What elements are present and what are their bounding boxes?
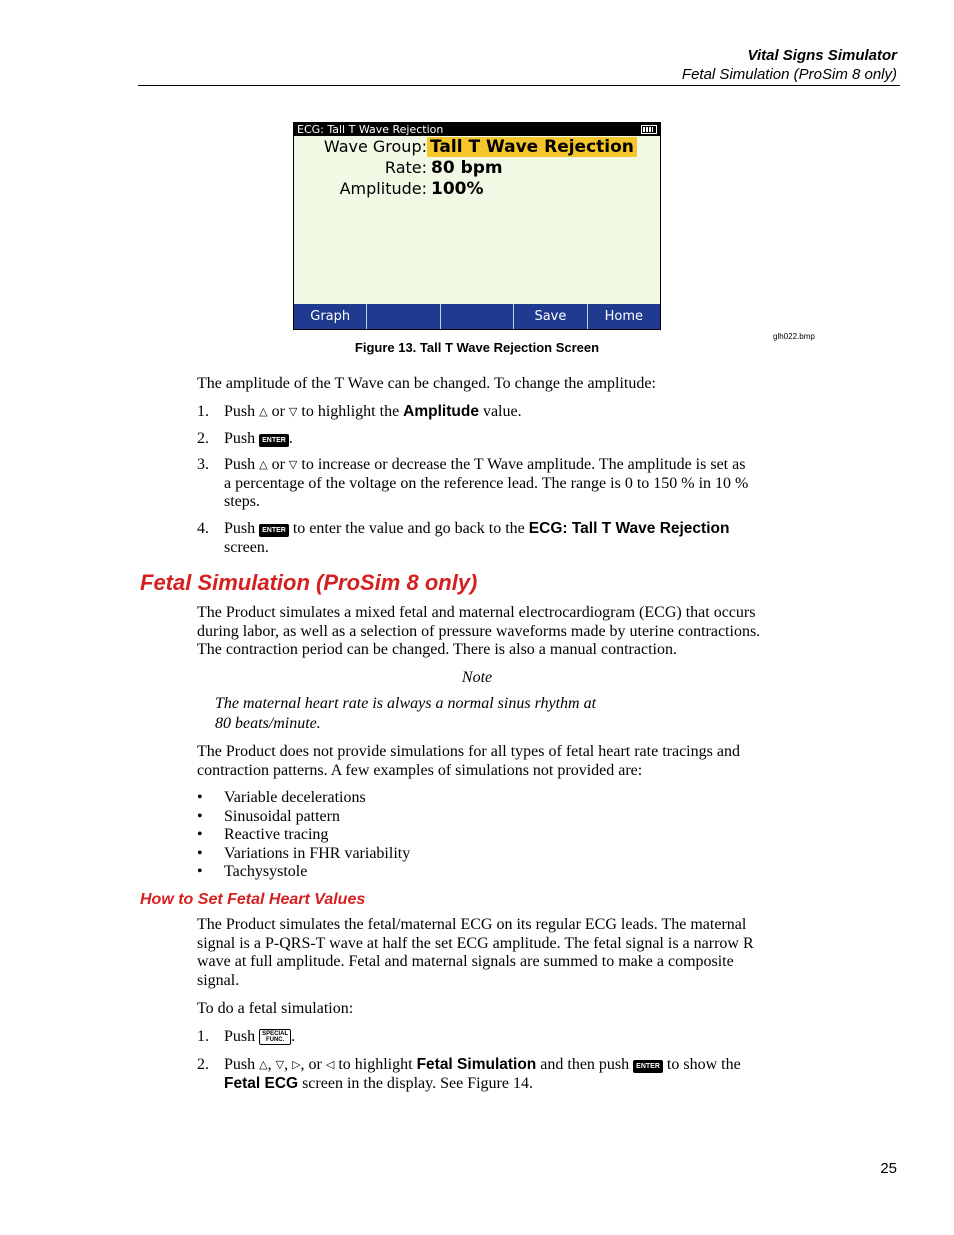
- amplitude-step-3: Push △ or ▽ to increase or decrease the T Wave amplitude. The amplitude is set as a percentage of the voltage on the reference lead. The range is 0 to 150 % in 10 % steps.: [224, 456, 749, 511]
- intro-paragraph: The amplitude of the T Wave can be changed. To change the amplitude:: [197, 375, 656, 392]
- list-item: • Tachysystole: [197, 863, 308, 881]
- softkey-save[interactable]: Save: [514, 304, 587, 329]
- down-arrow-key-icon: ▽: [288, 459, 298, 471]
- step-number: 1.: [197, 1028, 209, 1045]
- battery-icon: [641, 125, 657, 134]
- screen-title: ECG: Tall T Wave Rejection: [297, 123, 444, 136]
- header-rule: [138, 85, 900, 86]
- up-arrow-key-icon: △: [259, 406, 268, 418]
- list-item: • Sinusoidal pattern: [197, 807, 340, 825]
- enter-key-icon: ENTER: [633, 1060, 663, 1073]
- right-arrow-key-icon: ▷: [292, 1059, 301, 1071]
- figure-file-id: glh022.bmp: [773, 332, 815, 341]
- section-paragraph-2: The Product does not provide simulations for all types of fetal heart rate tracings and contraction patterns. A few examples of simulations not provided are:: [197, 743, 740, 779]
- note-heading: Note: [461, 669, 493, 686]
- list-item: • Variations in FHR variability: [197, 844, 411, 862]
- up-arrow-key-icon: △: [259, 1059, 268, 1071]
- screen-title-bar: [294, 123, 660, 136]
- step-number: 2.: [197, 430, 209, 447]
- step-number: 1.: [197, 403, 209, 420]
- enter-key-icon: ENTER: [259, 434, 289, 447]
- list-item: • Variable decelerations: [197, 789, 366, 806]
- amplitude-value: 100%: [431, 179, 484, 199]
- step-number: 2.: [197, 1056, 209, 1073]
- down-arrow-key-icon: ▽: [275, 1059, 285, 1071]
- bullet-list: [197, 789, 410, 882]
- special-func-key-icon: SPECIAL FUNC.: [259, 1029, 291, 1045]
- subsection-paragraph-1: The Product simulates the fetal/maternal ECG on its regular ECG leads. The maternal signal is a P-QRS-T wave at half the set ECG amplitude. The fetal signal is a narrow R wave at full amplitude. Fetal and maternal signals are summed to make a composite signal.: [197, 916, 754, 989]
- step-number: 3.: [197, 456, 209, 473]
- note-body: The maternal heart rate is always a normal sinus rhythm at 80 beats/minute.: [215, 695, 597, 732]
- wave-group-value: Tall T Wave Rejection: [427, 137, 637, 157]
- device-screen: [293, 122, 661, 330]
- subsection-paragraph-2: To do a fetal simulation:: [197, 1000, 354, 1017]
- wave-group-label: Wave Group:: [323, 137, 427, 156]
- softkey-blank-2[interactable]: [367, 304, 440, 329]
- amplitude-step-1: Push △ or ▽ to highlight the Amplitude value.: [224, 403, 522, 420]
- softkey-bar: [294, 304, 660, 329]
- softkey-blank-3[interactable]: [441, 304, 514, 329]
- rate-value: 80 bpm: [431, 158, 503, 178]
- amplitude-label: Amplitude:: [339, 179, 427, 198]
- running-header-subtitle: Fetal Simulation (ProSim 8 only): [681, 66, 897, 83]
- list-item: • Reactive tracing: [197, 826, 329, 844]
- amplitude-step-4: Push ENTER to enter the value and go back to the ECG: Tall T Wave Rejection screen.: [224, 520, 730, 556]
- enter-key-icon: ENTER: [259, 524, 289, 537]
- down-arrow-key-icon: ▽: [288, 406, 298, 418]
- step-number: 4.: [197, 520, 209, 537]
- figure-caption: Figure 13. Tall T Wave Rejection Screen: [354, 340, 600, 355]
- softkey-home[interactable]: Home: [604, 309, 644, 324]
- fetal-step-1: Push SPECIAL FUNC. .: [224, 1028, 296, 1045]
- left-arrow-key-icon: ◁: [325, 1059, 335, 1071]
- subsection-heading: How to Set Fetal Heart Values: [140, 891, 366, 908]
- softkey-graph[interactable]: Graph: [294, 304, 367, 329]
- rate-label: Rate:: [384, 158, 427, 177]
- fetal-step-2: Push △, ▽, ▷, or ◁ to highlight Fetal Simulation and then push ENTER to show the Fetal ECG screen in the display. See Figure 14.: [224, 1056, 741, 1092]
- amplitude-step-2: Push ENTER .: [224, 430, 293, 447]
- page-number: 25: [880, 1160, 897, 1177]
- section-paragraph-1: The Product simulates a mixed fetal and maternal electrocardiogram (ECG) that occurs during labor, as well as a selection of pressure waveforms made by uterine contractions. The contraction period can be changed. There is also a manual contraction.: [197, 604, 761, 659]
- running-header-title: Vital Signs Simulator: [747, 47, 897, 64]
- section-heading: Fetal Simulation (ProSim 8 only): [140, 570, 478, 595]
- up-arrow-key-icon: △: [259, 459, 268, 471]
